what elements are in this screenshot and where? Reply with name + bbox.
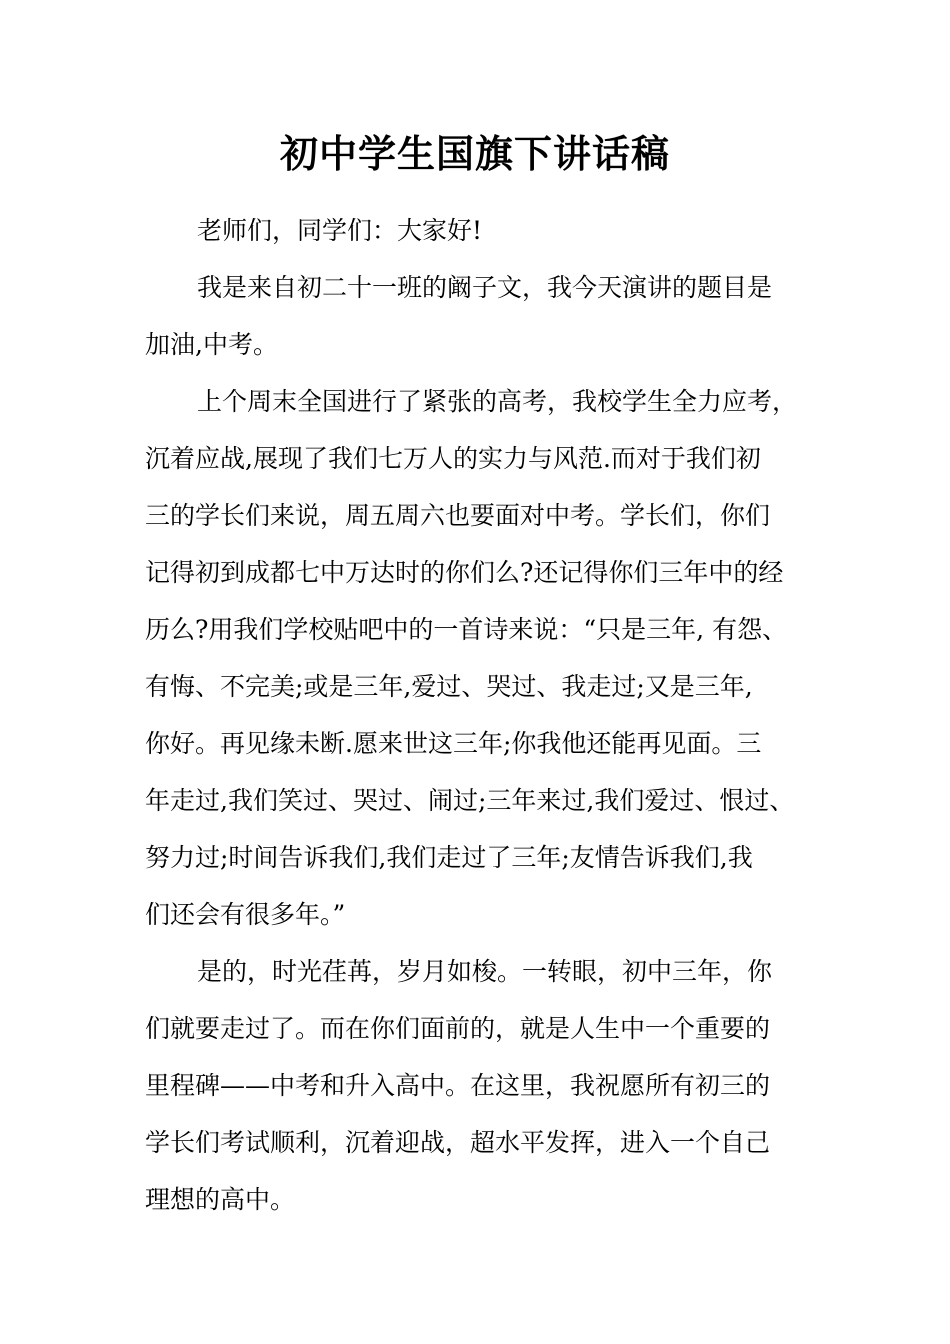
paragraph-line: 你好。再见缘未断.愿来世这三年;你我他还能再见面。三 [145,729,762,758]
paragraph-line: 年走过,我们笑过、哭过、闹过;三年来过,我们爱过、恨过、 [145,786,795,815]
paragraph-line: 三的学长们来说，周五周六也要面对中考。学长们，你们 [145,501,771,530]
paragraph-line: 里程碑——中考和升入高中。在这里，我祝愿所有初三的 [145,1071,771,1100]
greeting-line: 老师们，同学们：大家好! [197,216,483,245]
paragraph-line: 记得初到成都七中万达时的你们么?还记得你们三年中的经 [145,558,784,587]
paragraph-line: 努力过;时间告诉我们,我们走过了三年;友情告诉我们,我 [145,843,753,872]
paragraph-line: 们就要走过了。而在你们面前的，就是人生中一个重要的 [145,1014,771,1043]
paragraph-line: 有悔、不完美;或是三年,爱过、哭过、我走过;又是三年, [145,672,753,701]
paragraph-line: 学长们考试顺利，沉着迎战，超水平发挥，进入一个自己 [145,1128,771,1157]
paragraph-line: 们还会有很多年。” [145,900,346,929]
document-title: 初中学生国旗下讲话稿 [279,131,670,176]
paragraph-line: 理想的高中。 [145,1185,296,1214]
paragraph-line: 加油,中考。 [145,330,278,359]
document-body [145,202,813,1228]
paragraph-line: 沉着应战,展现了我们七万人的实力与风范.而对于我们初 [145,444,761,473]
paragraph-line: 是的，时光荏苒，岁月如梭。一转眼，初中三年，你 [197,957,773,986]
paragraph-line: 上个周末全国进行了紧张的高考，我校学生全力应考， [197,387,798,416]
paragraph-line: 我是来自初二十一班的阚子文，我今天演讲的题目是 [197,273,773,302]
paragraph-line: 历么?用我们学校贴吧中的一首诗来说：“只是三年, 有怨、 [145,615,788,644]
